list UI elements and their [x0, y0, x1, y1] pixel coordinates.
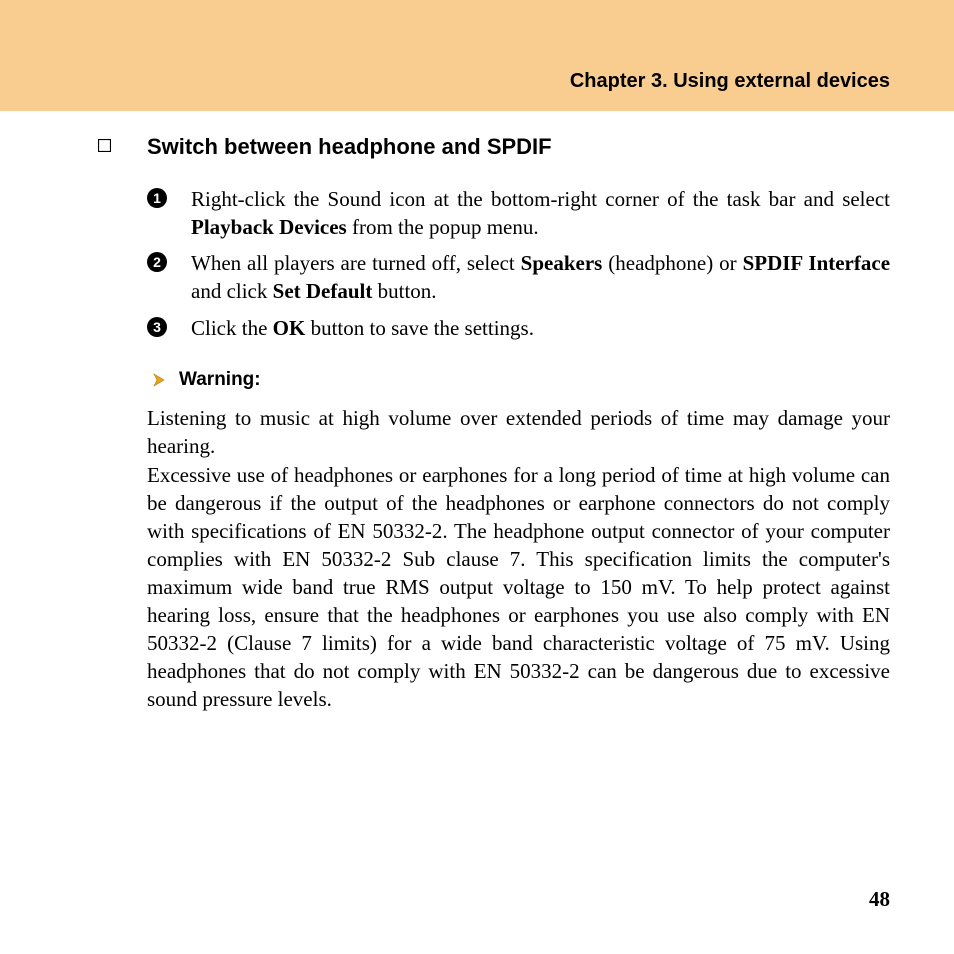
- step-3: [147, 314, 890, 342]
- speakers-term: Speakers: [520, 251, 603, 275]
- step-number-1: 1: [147, 188, 167, 208]
- set-default-term: Set Default: [272, 279, 373, 303]
- step-number-3: 3: [147, 317, 167, 337]
- header-band: [0, 0, 954, 111]
- step-1-text: Right-click the Sound icon at the bottom-right corner of the task bar and select Playback Devices from the popup menu.: [191, 187, 890, 239]
- playback-devices-term: Playback Devices: [191, 215, 347, 239]
- page-number: 48: [869, 887, 890, 911]
- step-2-text: When all players are turned off, select Speakers (headphone) or SPDIF Interface and click Set Default button.: [191, 251, 891, 303]
- step-1: [147, 185, 890, 241]
- warning-paragraph-2: Excessive use of headphones or earphones for a long period of time at high volume can be dangerous if the output of the headphones or earphone connectors do not comply with specifications of EN 50332-2. The headphone output connector of your computer complies with EN 50332-2 Sub clause 7. This specification limits the computer's maximum wide band true RMS output voltage to 150 mV. To help protect against hearing loss, ensure that the headphones or earphones you use also comply with EN 50332-2 (Clause 7 limits) for a wide band characteristic voltage of 75 mV. Using headphones that do not comply with EN 50332-2 can be dangerous due to excessive sound pressure levels.: [147, 463, 890, 711]
- arrow-bullet-icon: [151, 372, 167, 388]
- ok-term: OK: [272, 316, 306, 340]
- warning-heading: [151, 368, 261, 392]
- spdif-interface-term: SPDIF Interface: [742, 251, 891, 275]
- warning-paragraph-1: Listening to music at high volume over extended periods of time may damage your hearing.: [147, 406, 890, 458]
- section-heading: Switch between headphone and SPDIF: [147, 134, 552, 159]
- square-bullet-icon: [98, 139, 111, 152]
- step-2: [147, 249, 890, 305]
- step-number-2: 2: [147, 252, 167, 272]
- step-3-text: Click the OK button to save the settings.: [191, 316, 534, 340]
- chapter-title: Chapter 3. Using external devices: [569, 70, 890, 92]
- warning-label: Warning:: [179, 369, 261, 390]
